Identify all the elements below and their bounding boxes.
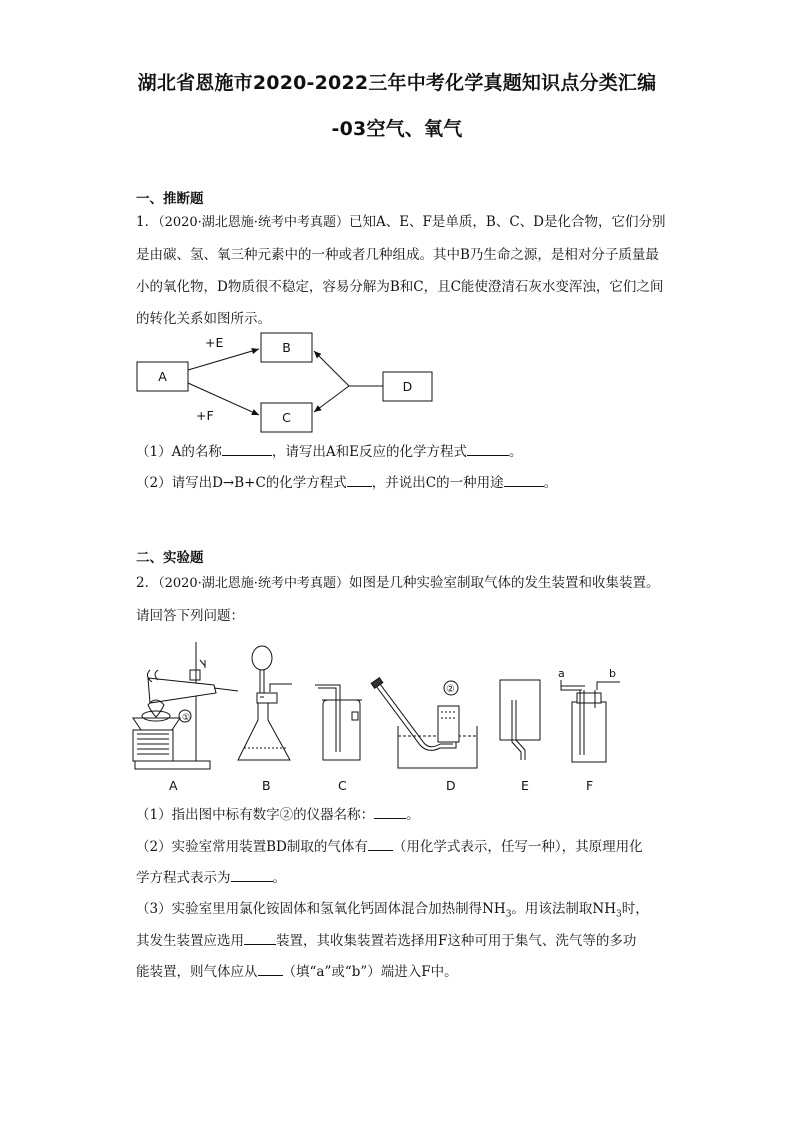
answer-blank [258, 961, 283, 976]
apparatus-a [133, 642, 238, 769]
question-2-sub2-line1: （2）实验室常用装置BD制取的气体有 （用化学式表示，任写一种），其原理用化 [136, 836, 676, 857]
port-b-label: b [609, 667, 616, 680]
question-1-sub1: （1）A的名称 ，请写出A和E反应的化学方程式 。 [136, 441, 676, 462]
question-2-text: 如图是几种实验室制取气体的发生装置和收集装置。请回答下列问题： [136, 575, 660, 624]
label-plus-f: +F [196, 408, 214, 423]
apparatus-label-c: C [338, 778, 347, 793]
apparatus-e [500, 680, 540, 760]
question-2-sub2-line2: 学方程式表示为 。 [136, 867, 676, 888]
question-1-text: 已知A、E、F是单质，B、C、D是化合物，它们分别是由碳、氢、氧三种元素中的一种或者几种组成。其中B乃生命之源，是相对分子质量最小的氧化物，D物质很不稳定，容易分解为B和C，且C能使澄清石灰水变浑浊，它们之间的转化关系如图所示。 [136, 214, 666, 327]
apparatus-f [558, 667, 620, 762]
apparatus-c [315, 685, 362, 760]
apparatus-b [238, 646, 292, 760]
question-2-sub3-line1: （3）实验室里用氯化铵固体和氢氧化钙固体混合加热制得$NH_3$。用该法制取$NH_3$时， [136, 901, 649, 920]
question-1-number: 1． [136, 214, 159, 230]
document-title-line1: 湖北省恩施市2020-2022三年中考化学真题知识点分类汇编 [137, 72, 657, 94]
answer-blank [374, 804, 406, 819]
section-heading-inference: 一、推断题 [136, 191, 204, 207]
question-1-sub2: （2）请写出D→B+C的化学方程式 ，并说出C的一种用途 。 [136, 472, 676, 493]
question-2-sub3-line2: 其发生装置应选用 装置，其收集装置若选择用F这种可用于集气、洗气等的多功 [136, 930, 676, 951]
question-2-sub3-line3: 能装置，则气体应从 （填“a”或“b”）端进入F中。 [136, 961, 676, 982]
apparatus-label-a: A [169, 778, 178, 793]
box-b-label: B [282, 340, 291, 355]
question-2-number: 2． [136, 575, 159, 591]
port-a-label: a [558, 667, 565, 680]
marker-circled-2: ② [446, 684, 455, 695]
answer-blank [244, 930, 276, 945]
question-2-sub1: （1）指出图中标有数字②的仪器名称： 。 [136, 804, 676, 825]
apparatus-label-b: B [262, 778, 271, 793]
label-plus-e: +E [205, 335, 224, 350]
box-a-label: A [158, 369, 167, 384]
answer-blank [231, 867, 273, 882]
apparatus-label-e: E [521, 778, 529, 793]
apparatus-d [371, 678, 477, 768]
box-c-label: C [282, 410, 291, 425]
box-d-label: D [402, 379, 413, 394]
apparatus-label-d: D [446, 778, 456, 793]
section-heading-experiment: 二、实验题 [136, 550, 204, 566]
question-2-source: （2020·湖北恩施·统考中考真题） [158, 576, 349, 591]
question-1-source: （2020·湖北恩施·统考中考真题） [158, 215, 349, 230]
marker-circled-1: ① [182, 713, 191, 723]
apparatus-label-f: F [586, 778, 594, 793]
document-title-line2: -03空气、氧气 [331, 118, 463, 140]
answer-blank [368, 836, 393, 851]
